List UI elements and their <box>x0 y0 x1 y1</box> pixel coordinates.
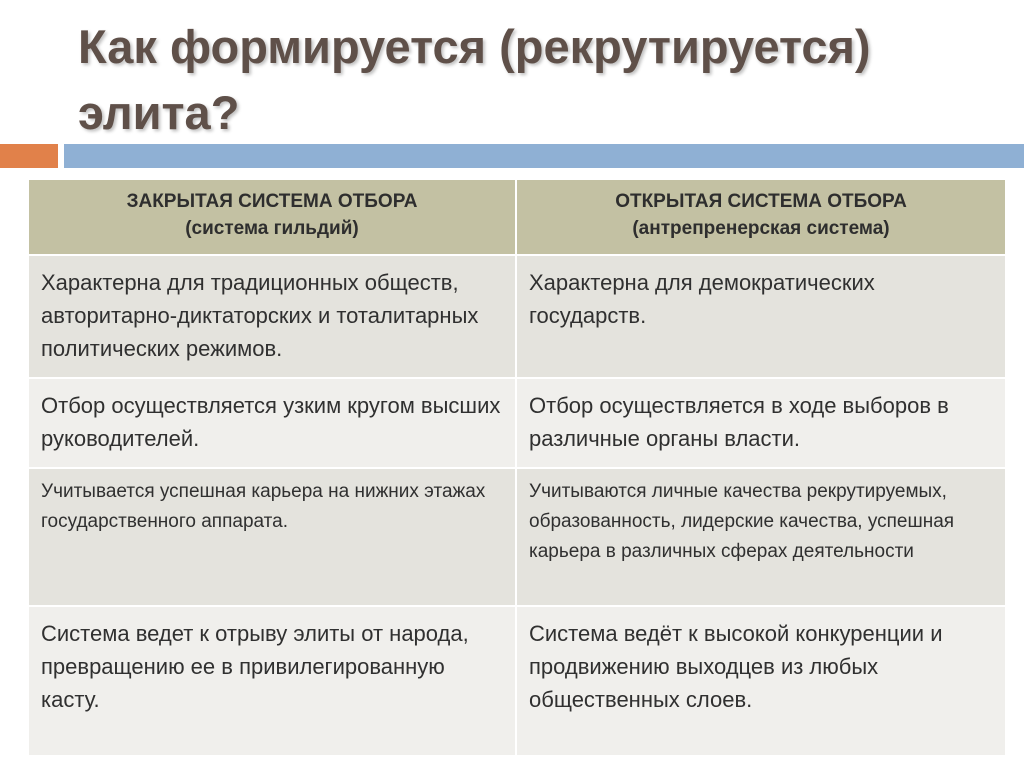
header-closed-system <box>28 179 516 255</box>
table-header-row <box>28 179 1006 255</box>
table-cell: Характерна для демократических государств. <box>516 255 1006 378</box>
header-title: ОТКРЫТАЯ СИСТЕМА ОТБОРА <box>615 191 907 212</box>
header-open-system <box>516 179 1006 255</box>
table-cell: Учитываются личные качества рекрутируемых, образованность, лидерские качества, успешная карьера в различных сферах деятельности <box>516 468 1006 606</box>
table-cell: Система ведет к отрыву элиты от народа, превращению ее в привилегированную касту. <box>28 606 516 756</box>
accent-bar-orange <box>0 144 58 168</box>
table-row <box>28 255 1006 378</box>
header-subtitle: (система гильдий) <box>185 218 359 239</box>
accent-bar-blue <box>64 144 1024 168</box>
header-title: ЗАКРЫТАЯ СИСТЕМА ОТБОРА <box>126 191 418 212</box>
table-cell: Учитывается успешная карьера на нижних этажах государственного аппарата. <box>28 468 516 606</box>
table-row <box>28 606 1006 756</box>
slide-title: Как формируется (рекрутируется) элита? <box>78 20 871 139</box>
header-subtitle: (антрепренерская система) <box>632 218 890 239</box>
table-cell: Характерна для традиционных обществ, авторитарно-диктаторских и тоталитарных политических режимов. <box>28 255 516 378</box>
table-cell: Отбор осуществляется узким кругом высших руководителей. <box>28 378 516 468</box>
table-cell: Отбор осуществляется в ходе выборов в различные органы власти. <box>516 378 1006 468</box>
table-row <box>28 378 1006 468</box>
comparison-table <box>27 178 1007 757</box>
table-row <box>28 468 1006 606</box>
table-cell: Система ведёт к высокой конкуренции и продвижению выходцев из любых общественных слоев. <box>516 606 1006 756</box>
